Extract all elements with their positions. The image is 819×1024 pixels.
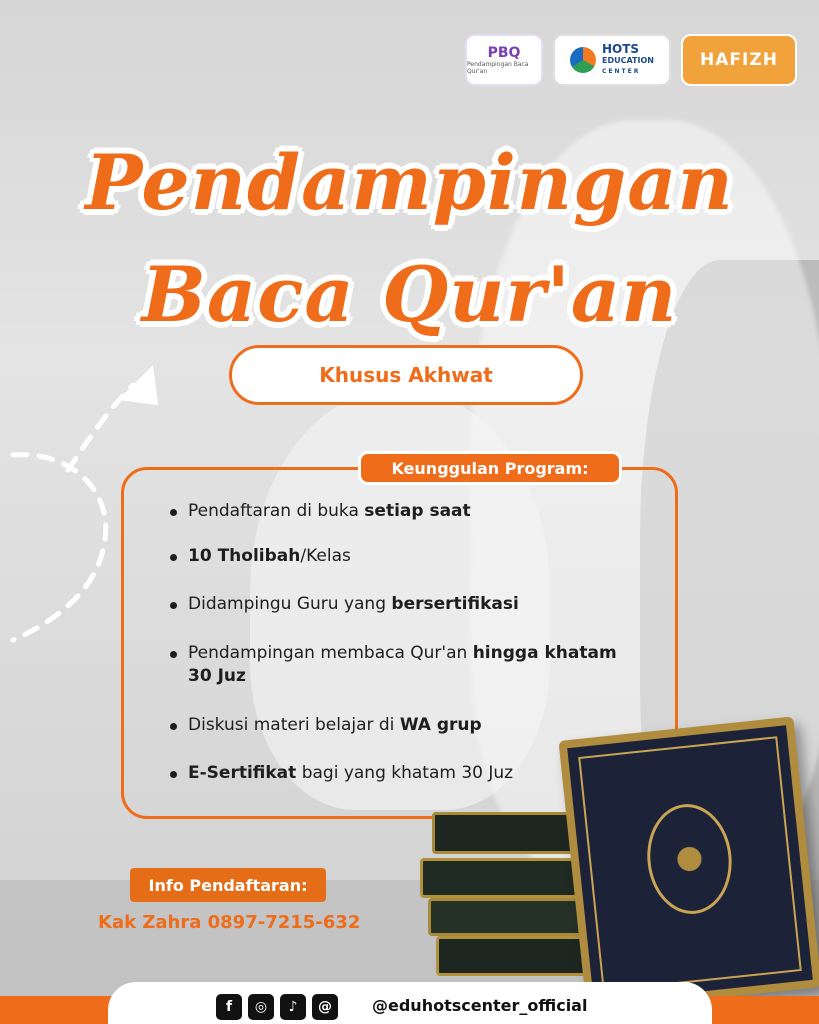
hots-logo <box>553 34 671 86</box>
hots-logo-line2: EDUCATION <box>602 55 654 65</box>
item-text: Pendaftaran di buka <box>188 501 365 521</box>
item-text: Didampingu Guru yang <box>188 594 392 614</box>
subtitle-pill <box>229 345 583 405</box>
social-handle[interactable]: @eduhotscenter_official <box>372 996 588 1015</box>
hots-logo-line3: CENTER <box>602 67 641 75</box>
item-bold: hingga khatam 30 Juz <box>188 643 617 686</box>
quran-medallion-icon <box>642 800 737 918</box>
item-bold: setiap saat <box>364 501 471 521</box>
hafizh-logo-name: HAFIZH <box>700 50 778 70</box>
item-bold: WA grup <box>399 715 482 735</box>
program-label <box>358 451 622 485</box>
item-bold: E-Sertifikat <box>188 763 297 783</box>
list-item <box>168 545 638 568</box>
item-text: /Kelas <box>300 546 351 566</box>
title-line-1: Pendampingan <box>85 138 734 227</box>
hafizh-logo <box>681 34 797 86</box>
social-icons <box>216 994 338 1020</box>
program-label-text: Keunggulan Program: <box>391 458 589 478</box>
item-bold: 10 Tholibah <box>188 546 301 566</box>
info-label-text: Info Pendaftaran: <box>148 875 308 895</box>
list-item <box>168 593 638 616</box>
subtitle-text: Khusus Akhwat <box>319 363 493 387</box>
logo-bar <box>465 34 797 86</box>
hots-logo-line1: HOTS <box>602 41 640 56</box>
threads-icon[interactable]: @ <box>312 994 338 1020</box>
hots-logo-icon <box>570 47 596 73</box>
pbq-logo <box>465 34 543 86</box>
list-item <box>168 642 638 688</box>
pbq-logo-mark: PBQ <box>487 45 521 61</box>
quran-book-image <box>558 716 819 1011</box>
contact-info: Kak Zahra 0897-7215-632 <box>98 912 361 933</box>
pbq-logo-caption: Pendampingan Baca Qur'an <box>467 61 529 75</box>
facebook-icon[interactable]: f <box>216 994 242 1020</box>
list-item <box>168 500 638 523</box>
item-text: Diskusi materi belajar di <box>188 715 400 735</box>
title-line-2: Baca Qur'an <box>141 250 678 339</box>
item-text: Pendampingan membaca Qur'an <box>188 643 473 663</box>
info-label <box>130 868 326 902</box>
item-text: bagi yang khatam 30 Juz <box>296 763 514 783</box>
item-bold: bersertifikasi <box>391 594 519 614</box>
instagram-icon[interactable]: ◎ <box>248 994 274 1020</box>
tiktok-icon[interactable]: ♪ <box>280 994 306 1020</box>
list-item <box>168 714 638 737</box>
